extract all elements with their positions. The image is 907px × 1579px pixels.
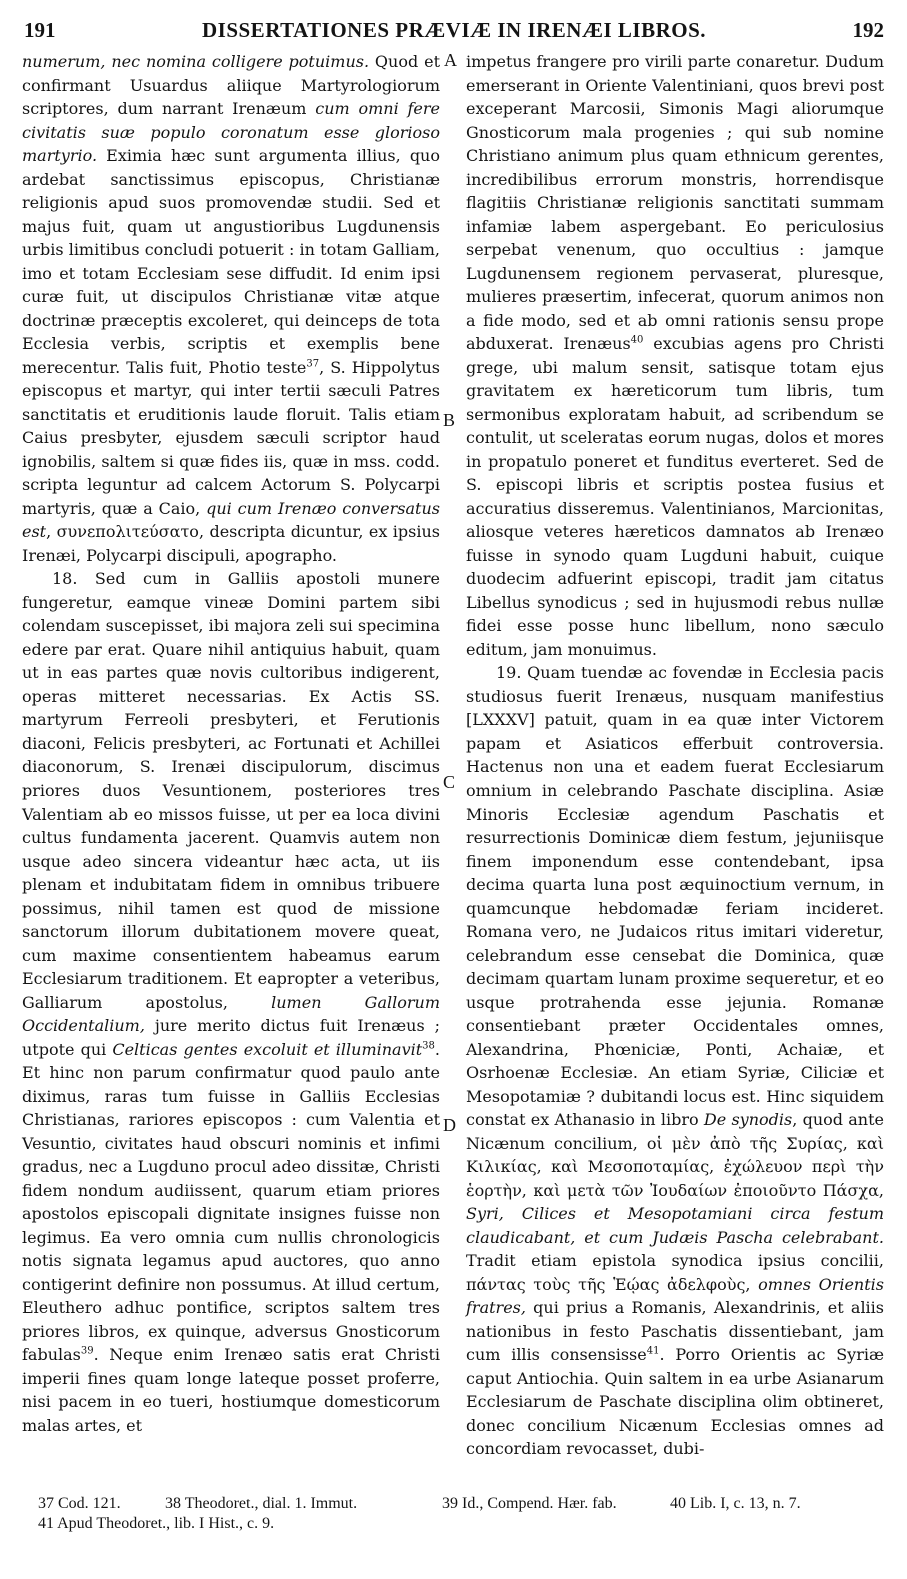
- text-italic: numerum, nec nomina colligere potuimus.: [22, 52, 370, 71]
- footnote-40: 40 Lib. I, c. 13, n. 7.: [670, 1495, 801, 1512]
- text: . Et hinc non parum confirmatur quod paulo ante diximus, raras tum fuisse in Galliis Ecclesias Christianas, rariores episcopos : cum Valentia et Vesuntio, civitates haud obscuri nominis et infimi gradus, nec a Lugduno procul adeo dissitæ, Christi fidem nondum audiissent, quarum etiam priores apostolos episcopali dignitate insignes fuisse non legimus. Ea vero omnia cum nullis chronologicis notis signata legamus apud auctores, quo anno contigerint definire non possumus. At illud certum, Eleuthero adhuc pontifice, scriptos saltem tres priores libros, ex quinque, adversus Gnosticorum fabulas: [22, 1039, 440, 1365]
- left-column: [22, 50, 440, 1437]
- running-title: DISSERTATIONES PRÆVIÆ IN IRENÆI LIBROS.: [201, 18, 707, 42]
- text-italic: Syri, Cilices et Mesopotamiani circa festum claudicabant, et cum Judæis Pascha celebrabant.: [466, 1204, 884, 1247]
- text-italic: omnes Orientis fratres,: [466, 1274, 884, 1318]
- footnote-ref: 37: [306, 358, 320, 370]
- text: , quod ante Nicænum concilium, οἱ μὲν ἀπὸ τῆς Συρίας, καὶ Κιλικίας, καὶ Μεσοποταμίας, ἐχώλευον περὶ τὴν ἑορτὴν, καὶ μετὰ τῶν Ἰουδαίων ἐποιοῦντο Πάσχα,: [466, 1110, 885, 1200]
- paragraph: [466, 661, 884, 1461]
- text: Tradit etiam epistola synodica ipsius concilii, πάντας τοὺς τῆς Ἑῴας ἀδελφοὺς,: [466, 1251, 884, 1294]
- text: Eximia hæc sunt argumenta illius, quo ardebat sanctissimus episcopus, Christianæ religionis apud suos promovendæ studii. Sed et majus fuit, quam ut angustioribus Lugdunensis urbis limitibus concludi potuerit : in totam Galliam, imo et totam Ecclesiam sese diffudit. Id enim ipsi curæ fuit, ut discipulos Christianæ vitæ atque doctrinæ præceptis excoleret, qui deinceps de tota Ecclesia verbis, scriptis et exemplis bene merecentur. Talis fuit, Photio teste: [22, 146, 440, 377]
- footnotes: [30, 1494, 890, 1554]
- footnote-ref: 40: [630, 334, 644, 346]
- footnote-38: 38 Theodoret., dial. 1. Immut.: [165, 1495, 358, 1512]
- text: excubias agens pro Christi grege, ubi malum sensit, satisque totam ejus gravitatem ex hæreticorum tum libris, tum sermonibus exploratam habuit, ad scribendum se contulit, ut sceleratas eorum nugas, dolos et mores in propatulo poneret et funditus everteret. Sed de S. episcopi libris et scriptis postea fusius et accuratius disseremus. Valentinianos, Marcionitas, aliosque veteres hæreticos damnatos ab Irenæo fuisse in synodo quam Lugduni habuit, cuique duodecim adfuerint episcopi, tradit jam citatus Libellus synodicus ; sed in hujusmodi rebus nullæ fidei esse posse hunc libellum, nono sæculo editum, jam monuimus.: [466, 334, 885, 659]
- text-italic: lumen Gallorum Occidentalium,: [22, 992, 440, 1036]
- text-italic: Celticas gentes excoluit et illuminavit: [112, 1039, 423, 1059]
- footnote-ref: 38: [422, 1040, 435, 1052]
- margin-marker-d: D: [443, 1115, 456, 1135]
- footnote-ref: 41: [646, 1346, 660, 1358]
- paragraph: [466, 50, 884, 661]
- text: jure merito dictus fuit Irenæus ; utpote qui: [22, 1016, 440, 1059]
- page-number-left: 191: [24, 18, 56, 42]
- text-italic: qui cum Irenæo conversatus est: [22, 498, 440, 542]
- footnote-39: 39 Id., Compend. Hær. fab.: [442, 1495, 617, 1512]
- text: , S. Hippolytus episcopus et martyr, qui inter tertii sæculi Patres sanctitatis et eruditionis laude floruit. Talis etiam Caius presbyter, ejusdem sæculi scriptor haud ignobilis, saltem si quæ fides iis, quæ in mss. codd. scripta leguntur ad calcem Actorum S. Polycarpi martyris, quæ a Caio,: [22, 357, 440, 518]
- text: 19. Quam tuendæ ac fovendæ in Ecclesia pacis studiosus fuerit Irenæus, nusquam manifestius [LXXXV] patuit, quam in ea quæ inter Victorem papam et Asiaticos efferbuit controversia. Hactenus non una et eadem fuerat Ecclesiarum omnium in celebrando Paschate disciplina. Asiæ Minoris Ecclesiæ agendum Paschatis et resurrectionis Dominicæ diem festum, jejuniisque finem imponendum esse contendebant, ipsa decima quarta luna post æquinoctium vernum, in quamcunque hebdomadæ feriam incideret. Romana vero, ne Judaicos ritus imitari videretur, celebrandum esse censebat die Dominica, quæ decimam quartam lunam proxime sequeretur, et eo usque protrahenda esse jejunia. Romanæ consentiebant præter Occidentales omnes, Alexandrina, Phœniciæ, Ponti, Achaiæ, et Osrhoenæ Ecclesiæ. An etiam Syriæ, Ciliciæ et Mesopotamiæ ? dubitandi locus est. Hinc siquidem constat ex Athanasio in libro: [466, 663, 884, 1130]
- margin-marker-c: C: [443, 772, 456, 792]
- text-italic: De synodis: [703, 1110, 793, 1130]
- text: , συνεπολιτεύσατο, descripta dicuntur, ex ipsius Irenæi, Polycarpi discipuli, apographo.: [22, 522, 440, 565]
- text: Quod et confirmant Usuardus aliique Martyrologiorum scriptores, dum narrant Irenæum: [22, 52, 440, 119]
- footnote-ref: 39: [80, 1346, 94, 1358]
- page-header: [24, 18, 884, 48]
- footnote-37: 37 Cod. 121.: [38, 1495, 121, 1512]
- right-column: [466, 50, 884, 1461]
- text: . Neque enim Irenæo satis erat Christi imperii fines quam longe lateque posset proferre, nisi pacem in eo tueri, hostiumque domesticorum malas artes, et: [22, 1345, 440, 1435]
- margin-marker-b: B: [443, 410, 456, 430]
- text: . Porro Orientis ac Syriæ caput Antiochia. Quin saltem in ea urbe Asianarum Ecclesiarum de Paschate disciplina olim obtineret, donec concilium Nicænum Ecclesias omnes ad concordiam revocasset, dubi-: [466, 1345, 885, 1459]
- paragraph: [22, 567, 440, 1437]
- text-italic: cum omni fere civitatis suæ populo coronatum esse glorioso martyrio.: [22, 99, 440, 166]
- text: impetus frangere pro virili parte conaretur. Dudum emerserant in Oriente Valentiniani, quos brevi post exceperant Marcosii, Simonis Magi aliorumque Gnosticorum mala progenies ; qui sub nomine Christiano animum plus quam ethnicum gerentes, incredibilibus errorum monstris, horrendisque flagitiis Christianæ religionis sanctitati summam infamiæ labem aspergebant. Eo periculosius serpebat venenum, quo occultius : jamque Lugdunensem regionem pervaserat, pluresque, mulieres præsertim, infecerat, quorum animos non a fide modo, sed et ab omni rationis sensu prope abduxerat. Irenæus: [466, 52, 884, 354]
- paragraph: [22, 50, 440, 567]
- text: qui prius a Romanis, Alexandrinis, et aliis nationibus in festo Paschatis dissentiebant, jam cum illis consensisse: [466, 1298, 884, 1365]
- text: 18. Sed cum in Galliis apostoli munere fungeretur, eamque vineæ Domini partem sibi colendam suscepisset, ibi majora zeli sui specimina edere par erat. Quare nihil antiquius habuit, quam ut in eas partes quæ novis cultoribus indigerent, operas mitteret necessarias. Ex Actis SS. martyrum Ferreoli presbyteri, et Ferutionis diaconi, Felicis presbyteri, ac Fortunati et Achillei diaconorum, S. Irenæi discipulorum, discimus priores duos Vesuntionem, posteriores tres Valentiam ab eo missos fuisse, ut per ea loca divini cultus fundamenta jacerent. Quamvis autem non usque adeo sincera videantur hæc acta, ut iis plenam et indubitatam fidem in omnibus tribuere possimus, nihil tamen est quod de missione sanctorum illorum dubitationem movere queat, cum maxime consentientem habeamus earum Ecclesiarum traditionem. Et eapropter a veteribus, Galliarum apostolus,: [22, 569, 440, 1012]
- page-number-right: 192: [852, 18, 884, 42]
- margin-marker-a: A: [444, 50, 457, 70]
- footnote-41: 41 Apud Theodoret., lib. I Hist., c. 9.: [38, 1515, 275, 1532]
